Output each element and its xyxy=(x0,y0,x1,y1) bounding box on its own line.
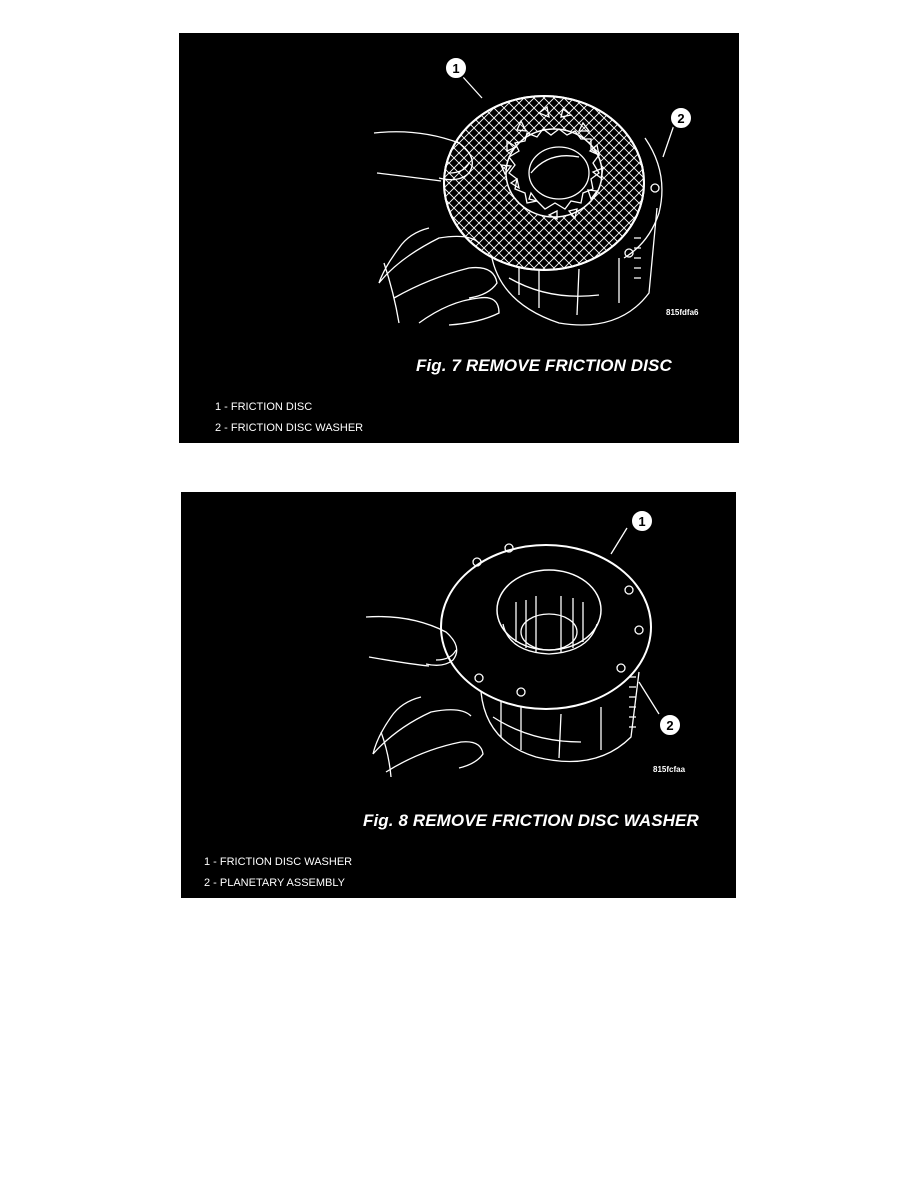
legend xyxy=(215,397,363,439)
callout-1 xyxy=(442,54,470,82)
callout-2-label: 2 xyxy=(677,111,685,126)
legend-item: 2 - PLANETARY ASSEMBLY xyxy=(204,877,346,889)
callout-2 xyxy=(667,104,695,132)
illustration-code: 815fdfa6 xyxy=(666,308,699,317)
callout-1-label: 1 xyxy=(638,514,646,529)
friction-disc-washer-illustration xyxy=(181,492,736,898)
illustration-code: 815fcfaa xyxy=(653,765,686,774)
figure-caption: Fig. 8 REMOVE FRICTION DISC WASHER xyxy=(363,811,699,830)
figure-8 xyxy=(181,492,736,898)
figure-7 xyxy=(179,33,739,443)
legend-item: 1 - FRICTION DISC WASHER xyxy=(204,856,353,868)
legend xyxy=(204,852,352,894)
legend-item: 2 - FRICTION DISC WASHER xyxy=(215,422,364,434)
callout-1 xyxy=(628,507,656,535)
callout-2-label: 2 xyxy=(666,718,674,733)
callout-1-label: 1 xyxy=(452,61,460,76)
callout-2 xyxy=(656,711,684,739)
legend-item: 1 - FRICTION DISC xyxy=(215,401,313,413)
figure-caption: Fig. 7 REMOVE FRICTION DISC xyxy=(416,356,672,375)
friction-disc-illustration xyxy=(179,33,739,443)
